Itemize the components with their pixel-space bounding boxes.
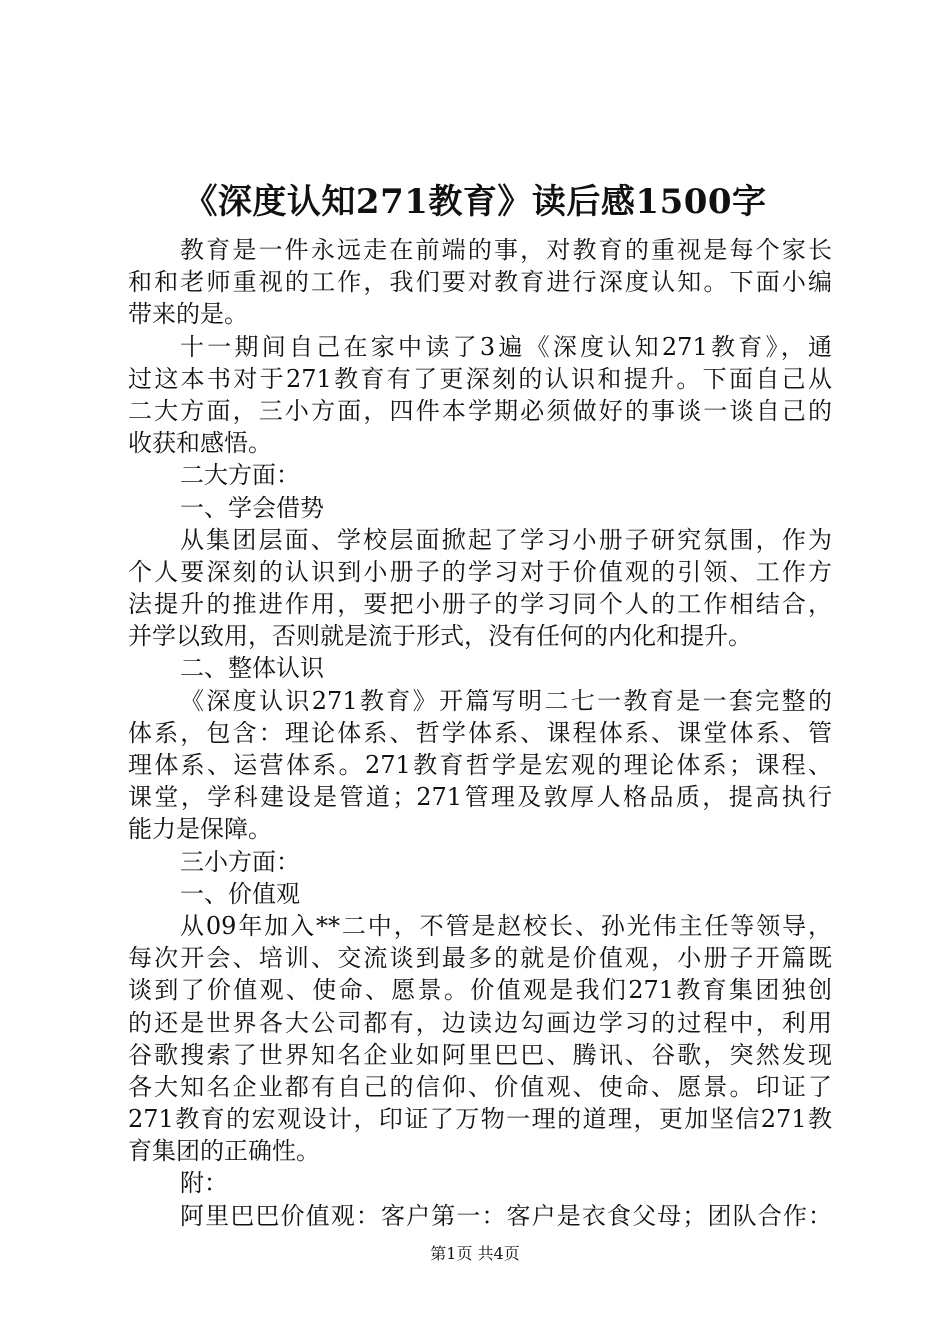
- document-body: [128, 234, 832, 1232]
- paragraph-line: 收获和感悟。: [128, 429, 272, 458]
- paragraph-line: 从集团层面、学校层面掀起了学习小册子研究氛围，作为: [180, 525, 832, 554]
- paragraph-line: 阿里巴巴价值观：客户第一：客户是衣食父母；团队合作：: [180, 1201, 832, 1230]
- paragraph-line: 带来的是。: [128, 300, 248, 329]
- paragraph-line: 每次开会、培训、交流谈到最多的就是价值观，小册子开篇既: [128, 944, 832, 973]
- page-footer: 第1页 共4页: [430, 1244, 520, 1263]
- paragraph-line: 教育是一件永远走在前端的事，对教育的重视是每个家长: [180, 236, 832, 264]
- paragraph-line: 能力是保障。: [128, 815, 272, 844]
- subsection-heading: 一、价值观: [180, 879, 300, 908]
- paragraph-line: 体系，包含：理论体系、哲学体系、课程体系、课堂体系、管: [128, 718, 832, 747]
- paragraph-line: 过这本书对于271教育有了更深刻的认识和提升。下面自己从: [128, 364, 832, 393]
- section-heading: 三小方面：: [180, 847, 300, 876]
- paragraph-line: 理体系、运营体系。271教育哲学是宏观的理论体系；课程、: [128, 751, 832, 779]
- document-title: 《深度认知271教育》读后感1500字: [183, 182, 767, 222]
- section-heading: 二大方面：: [180, 461, 300, 490]
- paragraph-line: 法提升的推进作用，要把小册子的学习同个人的工作相结合，: [128, 590, 832, 619]
- paragraph-line: 课堂，学科建设是管道；271管理及敦厚人格品质，提高执行: [128, 783, 832, 812]
- paragraph-line: 谈到了价值观、使命、愿景。价值观是我们271教育集团独创: [128, 976, 832, 1005]
- paragraph-line: 并学以致用，否则就是流于形式，没有任何的内化和提升。: [128, 622, 752, 651]
- paragraph-line: 个人要深刻的认识到小册子的学习对于价值观的引领、工作方: [128, 557, 832, 586]
- paragraph-line: 各大知名企业都有自己的信仰、价值观、使命、愿景。印证了: [128, 1072, 832, 1101]
- subsection-heading: 二、整体认识: [180, 654, 324, 683]
- paragraph-line: 271教育的宏观设计，印证了万物一理的道理，更加坚信271教: [128, 1105, 832, 1134]
- paragraph-line: 二大方面，三小方面，四件本学期必须做好的事谈一谈自己的: [128, 396, 832, 425]
- paragraph-line: 的还是世界各大公司都有，边读边勾画边学习的过程中，利用: [128, 1008, 832, 1037]
- subsection-heading: 一、学会借势: [180, 493, 324, 522]
- paragraph-line: 谷歌搜索了世界知名企业如阿里巴巴、腾讯、谷歌，突然发现: [128, 1040, 832, 1069]
- paragraph-line: 育集团的正确性。: [128, 1137, 320, 1166]
- paragraph-line: 和和老师重视的工作，我们要对教育进行深度认知。下面小编: [128, 268, 832, 297]
- appendix-label: 附：: [180, 1169, 228, 1198]
- paragraph-line: 从09年加入**二中，不管是赵校长、孙光伟主任等领导，: [180, 911, 832, 940]
- paragraph-line: 十一期间自己在家中读了3遍《深度认知271教育》，通: [180, 332, 832, 361]
- paragraph-line: 《深度认识271教育》开篇写明二七一教育是一套完整的: [180, 686, 832, 715]
